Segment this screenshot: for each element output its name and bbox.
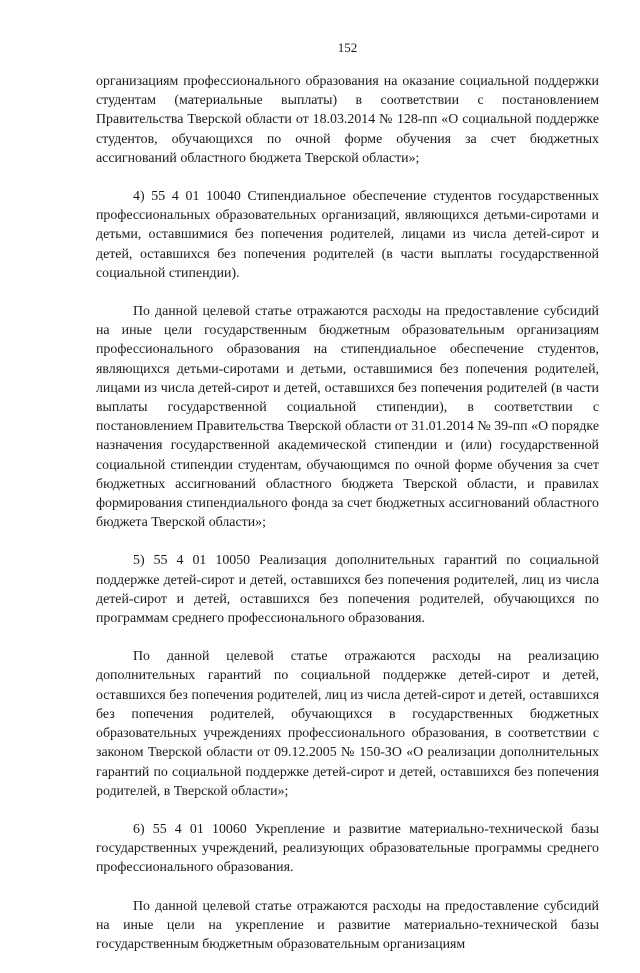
document-page (96, 40, 599, 973)
paragraph-continuation: организациям профессионального образования на оказание социальной поддержки студентам (материальные выплаты) в соответствии с постановлением Правительства Тверской области от 18.03.2014 № 128-пп «О социальной поддержке студентов, обучающихся по очной форме обучения за счет бюджетных ассигнований областного бюджета Тверской области»; (96, 74, 599, 166)
paragraph-item-5: 5) 55 4 01 10050 Реализация дополнительных гарантий по социальной поддержке детей-сирот и детей, оставшихся без попечения родителей, лиц из числа детей-сирот и детей, оставшихся без попечения родителей, обучающихся по программам среднего профессионального образования. (96, 553, 599, 627)
paragraph-item-4-description: По данной целевой статье отражаются расходы на предоставление субсидий на иные цели государственным бюджетным образовательным организациям профессионального образования на стипендиальное обеспечение студентов, являющихся детьми-сиротами и детьми, оставшимися без попечения родителей, лицами из числа детей-сирот и детей, оставшихся без попечения родителей (в части выплаты государственной социальной стипендии), в соответствии с постановлением Правительства Тверской области от 31.01.2014 № 39-пп «О порядке назначения государственной академической стипендии и (или) государственной социальной стипендии студентам, обучающимся по очной форме обучения за счет бюджетных ассигнований областного бюджета Тверской области, и правилах формирования стипендиального фонда за счет бюджетных ассигнований областного бюджета Тверской области»; (96, 304, 599, 531)
page-number: 152 (337, 40, 358, 55)
paragraph-item-6: 6) 55 4 01 10060 Укрепление и развитие материально-технической базы государственных учреждений, реализующих образовательные программы среднего профессионального образования. (96, 821, 599, 876)
paragraph-item-5-description: По данной целевой статье отражаются расходы на реализацию дополнительных гарантий по социальной поддержке детей-сирот и детей, оставшихся без попечения родителей, лиц из числа детей-сирот и детей, оставшихся без попечения родителей, обучающихся в государственных бюджетных образовательных учреждениях профессионального образования, в соответствии с законом Тверской области от 09.12.2005 № 150-ЗО «О реализации дополнительных гарантий по социальной поддержке детей-сирот и детей, оставшихся без попечения родителей, в Тверской области»; (96, 649, 599, 799)
paragraph-item-6-description: По данной целевой статье отражаются расходы на предоставление субсидий на иные цели на укрепление и развитие материально-технической базы государственным бюджетным образовательным организациям (96, 898, 599, 952)
paragraph-item-4: 4) 55 4 01 10040 Стипендиальное обеспечение студентов государственных профессиональных образовательных организаций, являющихся детьми-сиротами и детьми, оставшимися без попечения родителей, лицами из числа детей-сирот и детей, оставшихся без попечения родителей (в части выплаты государственной социальной стипендии). (96, 189, 599, 281)
